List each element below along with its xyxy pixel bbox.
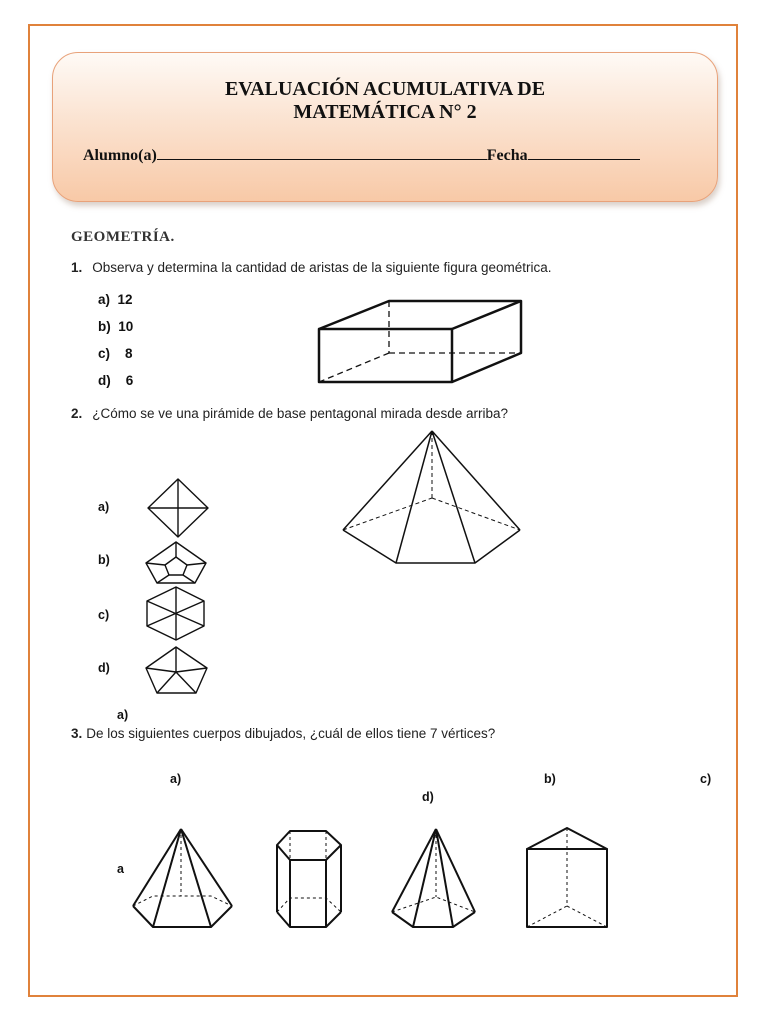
question-1-text: Observa y determina la cantidad de aristas de la siguiente figura geométrica.: [92, 260, 552, 275]
question-1-number: 1.: [71, 260, 83, 275]
question-3-text: De los siguientes cuerpos dibujados, ¿cuál de ellos tiene 7 vértices?: [86, 726, 496, 741]
option-value: 8: [125, 346, 133, 361]
date-label: Fecha: [486, 147, 528, 164]
hexagonal-pyramid-icon[interactable]: [133, 829, 232, 927]
student-label: Alumno(a): [83, 147, 157, 164]
tall-pentagonal-pyramid-icon[interactable]: [392, 829, 475, 927]
stray-option-label: a): [117, 708, 129, 722]
question-2-number: 2.: [71, 406, 83, 421]
option-letter: a): [98, 292, 111, 307]
q2-option-b[interactable]: b): [98, 553, 110, 567]
option-letter: b): [98, 319, 111, 334]
question-3-number: 3.: [71, 726, 83, 741]
q3-label-b[interactable]: b): [544, 772, 556, 786]
q2-option-c[interactable]: c): [98, 608, 110, 622]
hexagonal-prism-icon[interactable]: [277, 831, 341, 927]
q3-label-a[interactable]: a): [170, 772, 182, 786]
exam-title-line-1: EVALUACIÓN ACUMULATIVA DE: [224, 78, 546, 100]
question-2-text: ¿Cómo se ve una pirámide de base pentagonal mirada desde arriba?: [92, 406, 509, 421]
q2-option-d[interactable]: d): [98, 661, 110, 675]
exam-title-line-2: MATEMÁTICA N° 2: [293, 101, 477, 123]
triangular-prism-icon[interactable]: [527, 828, 607, 927]
option-value: 6: [125, 373, 134, 388]
option-value: 10: [118, 319, 134, 334]
option-letter: c): [98, 346, 111, 361]
option-value: 12: [117, 292, 133, 307]
q3-side-label: a: [117, 862, 124, 876]
q3-label-c[interactable]: c): [700, 772, 712, 786]
q2-option-a[interactable]: a): [98, 500, 110, 514]
option-letter: d): [98, 373, 111, 388]
section-title: GEOMETRÍA.: [71, 229, 175, 245]
q3-label-d[interactable]: d): [422, 790, 434, 804]
